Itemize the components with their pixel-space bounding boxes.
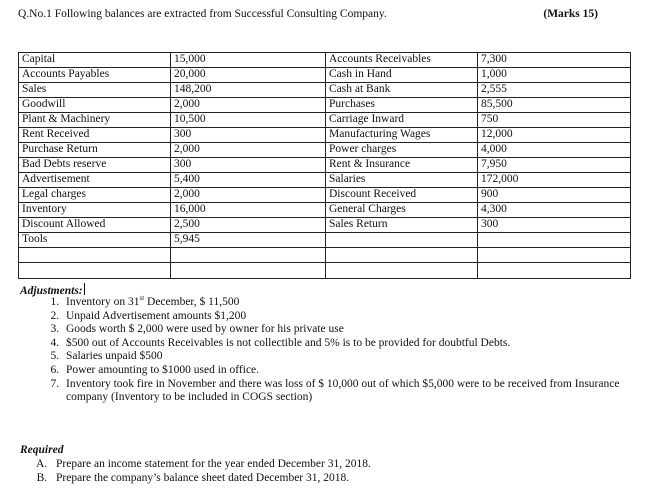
- balance-row: [19, 113, 631, 128]
- left-amount-cell: 10,500: [171, 113, 326, 128]
- required-list: [20, 458, 620, 485]
- adjustments-heading-text: Adjustments:: [20, 285, 83, 297]
- required-item-a: A. Prepare an income statement for the year ended December 31, 2018.: [50, 458, 620, 472]
- adjustment-item-2: 2. Unpaid Advertisement amounts $1,200: [62, 310, 630, 324]
- right-account-cell: Sales Return: [326, 218, 478, 233]
- left-account-cell: [19, 263, 171, 279]
- left-amount-cell: 300: [171, 128, 326, 143]
- balance-row: [19, 218, 631, 233]
- left-account-cell: Capital: [19, 53, 171, 68]
- adjustment-1-superscript: st: [139, 294, 145, 303]
- right-amount-cell: 85,500: [478, 98, 631, 113]
- left-amount-cell: 16,000: [171, 203, 326, 218]
- left-account-cell: Inventory: [19, 203, 171, 218]
- right-account-cell: Cash at Bank: [326, 83, 478, 98]
- question-title: Q.No.1 Following balances are extracted from Successful Consulting Company.: [18, 8, 387, 20]
- right-account-cell: Accounts Receivables: [326, 53, 478, 68]
- left-account-cell: Accounts Payables: [19, 68, 171, 83]
- right-amount-cell: 4,300: [478, 203, 631, 218]
- adjustments-heading: [20, 283, 85, 297]
- left-account-cell: Purchase Return: [19, 143, 171, 158]
- question-header: [18, 8, 630, 26]
- left-amount-cell: 15,000: [171, 53, 326, 68]
- right-account-cell: Salaries: [326, 173, 478, 188]
- balance-row: [19, 83, 631, 98]
- adjustment-item-7: 7. Inventory took fire in November and there was loss of $ 10,000 out of which $5,000 were to be received from Insurance company (Inventory to be included in COGS section): [62, 378, 630, 405]
- balance-row: [19, 68, 631, 83]
- marks-label: (Marks 15): [543, 8, 598, 20]
- balances-table-body: [19, 53, 631, 279]
- balance-row: [19, 173, 631, 188]
- right-account-cell: Manufacturing Wages: [326, 128, 478, 143]
- right-account-cell: [326, 248, 478, 263]
- right-account-cell: Rent & Insurance: [326, 158, 478, 173]
- adjustment-item-1: [62, 296, 630, 310]
- left-account-cell: Legal charges: [19, 188, 171, 203]
- right-amount-cell: 900: [478, 188, 631, 203]
- balance-row: [19, 158, 631, 173]
- adjustment-1-text: Inventory on 31: [66, 296, 140, 308]
- adjustment-item-6: 6. Power amounting to $1000 used in office.: [62, 364, 630, 378]
- right-amount-cell: 2,555: [478, 83, 631, 98]
- adjustment-item-4: 4. $500 out of Accounts Receivables is not collectible and 5% is to be provided for doubtful Debts.: [62, 337, 630, 351]
- balance-row: [19, 263, 631, 279]
- balance-row: [19, 98, 631, 113]
- adjustments-list: [20, 296, 630, 405]
- right-amount-cell: [478, 263, 631, 279]
- left-amount-cell: 2,000: [171, 143, 326, 158]
- balance-row: [19, 248, 631, 263]
- left-account-cell: Plant & Machinery: [19, 113, 171, 128]
- right-account-cell: Discount Received: [326, 188, 478, 203]
- right-amount-cell: 7,300: [478, 53, 631, 68]
- left-account-cell: Goodwill: [19, 98, 171, 113]
- left-amount-cell: 2,000: [171, 188, 326, 203]
- balance-row: [19, 203, 631, 218]
- right-account-cell: [326, 263, 478, 279]
- left-amount-cell: 148,200: [171, 83, 326, 98]
- left-account-cell: [19, 248, 171, 263]
- right-account-cell: Power charges: [326, 143, 478, 158]
- right-amount-cell: 172,000: [478, 173, 631, 188]
- left-amount-cell: 2,000: [171, 98, 326, 113]
- text-cursor: [84, 283, 85, 295]
- left-account-cell: Rent Received: [19, 128, 171, 143]
- left-amount-cell: 2,500: [171, 218, 326, 233]
- adjustment-item-3: 3. Goods worth $ 2,000 were used by owner for his private use: [62, 323, 630, 337]
- right-amount-cell: 750: [478, 113, 631, 128]
- right-amount-cell: 12,000: [478, 128, 631, 143]
- required-heading: Required: [20, 444, 64, 456]
- left-amount-cell: 20,000: [171, 68, 326, 83]
- left-account-cell: Bad Debts reserve: [19, 158, 171, 173]
- right-account-cell: Cash in Hand: [326, 68, 478, 83]
- adjustment-1-text-end: December, $ 11,500: [144, 296, 240, 308]
- balance-row: [19, 188, 631, 203]
- right-amount-cell: [478, 233, 631, 248]
- right-account-cell: Carriage Inward: [326, 113, 478, 128]
- balance-row: [19, 128, 631, 143]
- right-amount-cell: [478, 248, 631, 263]
- right-account-cell: [326, 233, 478, 248]
- right-amount-cell: 1,000: [478, 68, 631, 83]
- right-account-cell: Purchases: [326, 98, 478, 113]
- balance-row: [19, 143, 631, 158]
- left-amount-cell: [171, 248, 326, 263]
- right-amount-cell: 7,950: [478, 158, 631, 173]
- adjustment-item-5: 5. Salaries unpaid $500: [62, 350, 630, 364]
- left-account-cell: Advertisement: [19, 173, 171, 188]
- left-account-cell: Discount Allowed: [19, 218, 171, 233]
- balance-row: [19, 53, 631, 68]
- left-amount-cell: [171, 263, 326, 279]
- balances-table: [18, 52, 631, 279]
- left-amount-cell: 300: [171, 158, 326, 173]
- left-account-cell: Tools: [19, 233, 171, 248]
- right-amount-cell: 300: [478, 218, 631, 233]
- left-account-cell: Sales: [19, 83, 171, 98]
- required-item-b: B. Prepare the company’s balance sheet dated December 31, 2018.: [50, 472, 620, 486]
- right-account-cell: General Charges: [326, 203, 478, 218]
- balance-row: [19, 233, 631, 248]
- right-amount-cell: 4,000: [478, 143, 631, 158]
- left-amount-cell: 5,400: [171, 173, 326, 188]
- left-amount-cell: 5,945: [171, 233, 326, 248]
